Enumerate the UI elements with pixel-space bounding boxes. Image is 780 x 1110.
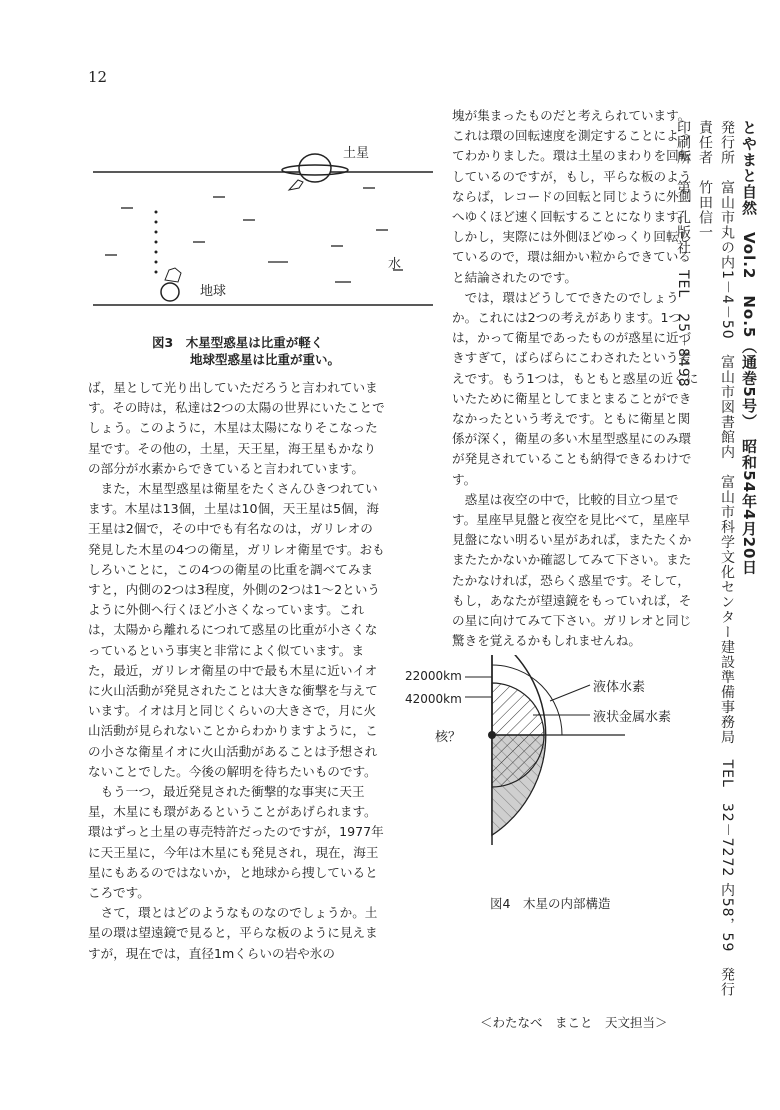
paragraph: ば，星として光り出していただろうと言われています。その時は，私達は2つの太陽の世界にいたことでしょう。このように，木星は太陽になりそこなった星です。その他の，土星，天王星，海王星もかなりの部分が水素からできていると言われています。 (88, 380, 385, 476)
label-42000km: 42000km (405, 692, 462, 706)
label-metallic-hydrogen: 液状金属水素 (593, 710, 672, 725)
left-column (88, 378, 385, 964)
figure-4-drawing (405, 655, 700, 855)
paragraph: また，木星型惑星は衛星をたくさんひきつれています。木星は13個，土星は10個，天王星は5個，海王星は2個で，その中でも有名なのは，ガリレオの発見した木星の4つの衛星，ガリレオ衛星です。おもしろいことに，この4つの衛星の比重を調べてみますと，内側の2つは3程度，外側の2つは1～2というように外側へ行くほど小さくなっています。これは，太陽から離れるにつれて惑星の比重が小さくなっているという事実と非常によく似ています。また，最近，ガリレオ衛星の中で最も木星に近いイオに火山活動が発見されたことは大きな衝撃を与えています。イオは月と同じくらいの大きさで，月に火山活動が見られないことからわかりますように，この小さな衛星イオに火山活動があることは予想されないことでした。今後の解明を待ちたいものです。 (88, 481, 385, 779)
paragraph: 惑星は夜空の中で，比較的目立つ星です。星座早見盤と夜空を見比べて，星座早見盤にない明るい星があれば，またたくかまたたかないか確認してみて下さい。またたかなければ，恐らく惑星です。そして，もし，あなたが望遠鏡をもっていれば，その星に向けてみて下さい。ガリレオと同じ驚きを覚えるかもしれませんね。 (452, 491, 692, 649)
page-number: 12 (88, 68, 108, 86)
label-water: 水 (388, 257, 402, 272)
figure-4 (405, 655, 700, 855)
author-credit: ＜わたなべ まこと 天文担当＞ (480, 1015, 668, 1030)
right-column (452, 106, 700, 651)
figure-3-caption-line1: 図3 木星型惑星は比重が軽く (152, 335, 324, 350)
paragraph: さて，環とはどのようなものなのでしょうか。土星の環は望遠鏡で見ると，平らな板のように見えますが，現在では，直径1mくらいの岩や氷の (88, 905, 378, 961)
label-core: 核？ (435, 730, 462, 745)
masthead-publisher: 発行所 富山市丸の内1－4－50 富山市図書館内 富山市科学文化センター建設準備事務局 TEL 32－7272 内58，59 発行責任者 竹田信一 (697, 120, 735, 998)
masthead-title: とやまと自然 Vol.2 No.5（通巻5号） 昭和54年4月20日 (740, 120, 758, 576)
figure-3-drawing (93, 140, 433, 315)
label-liquid-hydrogen: 液体水素 (593, 680, 646, 695)
label-earth: 地球 (200, 284, 227, 299)
figure-4-caption: 図4 木星の内部構造 (490, 896, 611, 911)
paragraph: では，環はどうしてできたのでしょうか。これには2つの考えがあります。1つは，かって衛星であったものが惑星に近づきすぎて，ばらばらにこわされたという考えです。もう1つは，もともと惑星の近くにいたために衛星としてまとまることができなかったという考えです。ともに衛星と関係が深く，衛星の多い木星型惑星にのみ環が発見されていることも納得できるわけです。 (452, 289, 699, 487)
masthead (675, 120, 760, 1000)
figure-3 (93, 140, 433, 315)
masthead-printer: 印刷所 第一孔版社 TEL 25－8498 (675, 120, 691, 388)
paragraph: 塊が集まったものだと考えられています。これは環の回転速度を測定することによってわかりました。環は土星のまわりを回転しているのですが，もし，平らな板のようならば，レコードの回転と同じように外側へゆくほど速く回転することになります。しかし，実際には外側ほどゆっくり回転しているので，環は細かい粒からできていると結論されたのです。 (452, 108, 692, 285)
label-22000km: 22000km (405, 669, 462, 683)
paragraph: もう一つ，最近発見された衝撃的な事実に天王星，木星にも環があるということがあげられます。環はずっと土星の専売特許だったのですが，1977年に天王星に，今年は木星にも発見され，現在，海王星にもあるのではないか，と地球から捜しているところです。 (88, 784, 384, 901)
label-saturn: 土星 (343, 146, 370, 161)
figure-3-caption-line2: 地球型惑星は比重が重い。 (190, 352, 341, 367)
